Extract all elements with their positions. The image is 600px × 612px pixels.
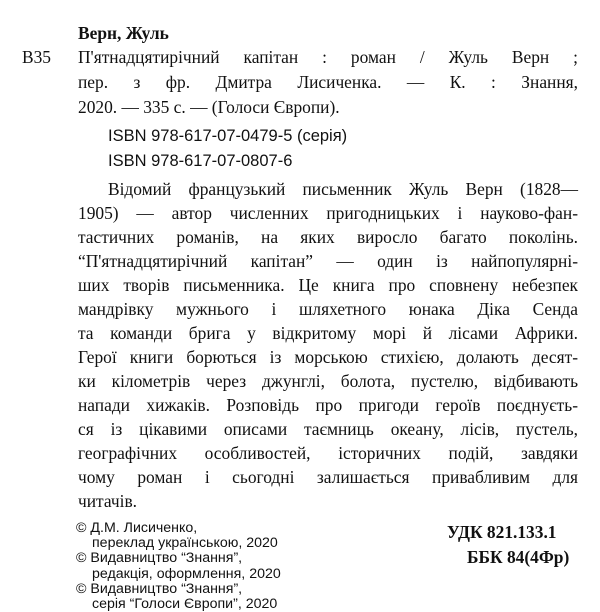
abstract-line: напади хижаків. Розповідь про пригоди героїв поєднуєть-	[78, 395, 578, 415]
abstract-line: 1905) — автор численних пригодницьких і науково-фан-	[78, 203, 578, 223]
isbn-line: ISBN 978-617-07-0807-6	[108, 152, 293, 170]
abstract-line: читачів.	[78, 491, 138, 511]
author-heading: Верн, Жуль	[78, 23, 169, 43]
abstract-line: та команди брига у відкритому морі й лісами Африки.	[78, 323, 578, 343]
abstract-line: чому роман і сьогодні залишається привабливим для	[78, 467, 578, 487]
abstract-line: Відомий французький письменник Жуль Верн (1828—	[108, 179, 578, 199]
bibliographic-line: пер. з фр. Дмитра Лисиченка. — К. : Знання,	[78, 72, 578, 92]
abstract-line: ших творів письменника. Це книга про сповнену небезпек	[78, 275, 578, 295]
abstract-line: ки кілометрів через джунглі, болота, пустелю, відбивають	[78, 371, 578, 391]
copyright-line: редакція, оформлення, 2020	[92, 565, 281, 582]
udk-code: УДК 821.133.1	[447, 522, 557, 542]
abstract-line: Герої книги борються із морською стихією, долають десят-	[78, 347, 578, 367]
isbn-line: ISBN 978-617-07-0479-5 (серія)	[108, 127, 348, 145]
copyright-line: © Д.М. Лисиченко,	[76, 520, 198, 536]
abstract-line: мандрівку мужнього і шляхетного юнака Діка Сенда	[78, 299, 578, 319]
abstract-line: ся із цікавими описами таємниць океану, лісів, пустель,	[78, 419, 578, 439]
abstract-line: “П'ятнадцятирічний капітан” — один із найпопулярні-	[78, 251, 578, 271]
copyright-line: © Видавництво “Знання”,	[76, 580, 243, 597]
bbk-code: ББК 84(4Фр)	[467, 547, 570, 567]
bibliographic-line: П'ятнадцятирічний капітан : роман / Жуль Верн ;	[78, 47, 578, 67]
abstract-line: тастичних романів, на яких виросло багато поколінь.	[78, 227, 578, 247]
bibliographic-line: 2020. — 335 с. — (Голоси Європи).	[78, 97, 340, 117]
copyright-line: © Видавництво “Знання”,	[76, 550, 243, 567]
catalog-code: В35	[22, 47, 51, 67]
copyright-line: переклад українською, 2020	[92, 535, 278, 552]
abstract-line: географічних особливостей, історичних подій, завдяки	[78, 443, 578, 463]
copyright-line: серія “Голоси Європи”, 2020	[92, 596, 278, 612]
